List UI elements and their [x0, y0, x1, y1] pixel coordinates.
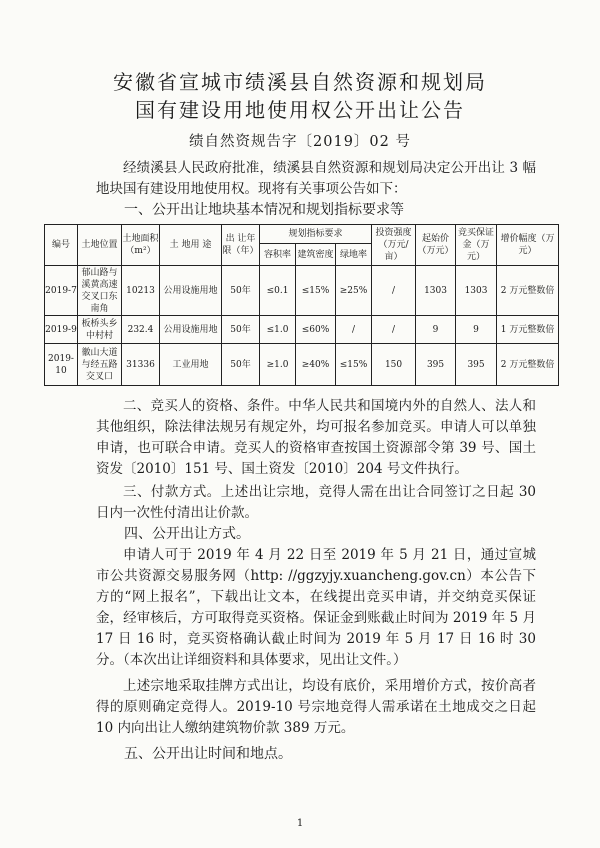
cell-green: ≥25% — [336, 266, 372, 316]
cell-green: / — [336, 316, 372, 344]
cell-start-price: 1303 — [416, 266, 456, 316]
cell-density: ≥40% — [296, 344, 336, 386]
cell-far: ≤1.0 — [260, 316, 296, 344]
table-row — [45, 344, 559, 386]
section-4-paragraph-2: 上述宗地采取挂牌方式出让，均设有底价，采用增价方式，按价高者得的原则确定竞得人。2019-10 号宗地竞得人需承诺在土地成交之日起 10 内向出让人缴纳建筑物价款 389 万元。 — [96, 678, 536, 736]
title-line-1: 安徽省宣城市绩溪县自然资源和规划局 — [113, 70, 487, 94]
header-far: 容积率 — [260, 244, 296, 266]
section-3-paragraph: 三、付款方式。上述出让宗地，竞得人需在出让合同签订之日起 30 日内一次性付清出让价款。 — [96, 484, 536, 521]
section-4-title: 四、公开出让方式。 — [124, 526, 250, 542]
cell-far: ≤0.1 — [260, 266, 296, 316]
cell-increment: 2 万元整数倍 — [497, 344, 559, 386]
cell-green: ≤15% — [336, 344, 372, 386]
cell-code: 2019-10 — [45, 344, 78, 386]
cell-term: 50年 — [222, 344, 260, 386]
cell-density: ≤60% — [296, 316, 336, 344]
title-line-2: 国有建设用地使用权公开出让公告 — [135, 98, 465, 122]
cell-area: 31336 — [122, 344, 160, 386]
cell-term: 50年 — [222, 266, 260, 316]
section-1-title: 一、公开出让地块基本情况和规划指标要求等 — [124, 202, 404, 218]
header-code: 编号 — [45, 225, 78, 266]
cell-deposit: 1303 — [456, 266, 497, 316]
header-start-price: 起始价（万元） — [416, 225, 456, 266]
header-area: 土地面积（m²） — [122, 225, 160, 266]
section-2-paragraph: 二、竞买人的资格、条件。中华人民共和国境内外的自然人、法人和其他组织，除法律法规另有规定外，均可报名参加竞买。申请人可以单独申请，也可联合申请。竞买人的资格审查按国土资源部令第 39 号、国土资发〔2010〕151 号、国土资发〔2010〕204 号文件执行。 — [96, 398, 536, 477]
table-row — [45, 316, 559, 344]
cell-location: 板桥头乡中村村 — [78, 316, 122, 344]
table-row — [45, 266, 559, 316]
cell-location: 徽山大道与经五路交叉口 — [78, 344, 122, 386]
cell-deposit: 9 — [456, 316, 497, 344]
cell-code: 2019-7 — [45, 266, 78, 316]
cell-location: 郁山路与溪黄高速交叉口东南角 — [78, 266, 122, 316]
cell-invest: / — [372, 316, 416, 344]
cell-invest: / — [372, 266, 416, 316]
land-parcel-table — [44, 224, 559, 386]
header-deposit: 竞买保证金（万元） — [456, 225, 497, 266]
section-5-title: 五、公开出让时间和地点。 — [124, 746, 292, 762]
cell-density: ≤15% — [296, 266, 336, 316]
cell-code: 2019-9 — [45, 316, 78, 344]
cell-far: ≥1.0 — [260, 344, 296, 386]
header-invest: 投资强度（万元/亩） — [372, 225, 416, 266]
page-number: 1 — [296, 818, 304, 829]
cell-use: 公用设施用地 — [160, 266, 222, 316]
header-increment: 增价幅度（万元） — [497, 225, 559, 266]
cell-term: 50年 — [222, 316, 260, 344]
cell-increment: 2 万元整数倍 — [497, 266, 559, 316]
header-green: 绿地率 — [336, 244, 372, 266]
header-density: 建筑密度 — [296, 244, 336, 266]
cell-invest: 150 — [372, 344, 416, 386]
header-planning: 规划指标要求 — [260, 225, 372, 244]
cell-use: 工业用地 — [160, 344, 222, 386]
document-number: 绩自然资规告字〔2019〕02 号 — [189, 134, 411, 150]
cell-area: 232.4 — [122, 316, 160, 344]
cell-deposit: 395 — [456, 344, 497, 386]
cell-area: 10213 — [122, 266, 160, 316]
intro-paragraph: 经绩溪县人民政府批准，绩溪县自然资源和规划局决定公开出让 3 幅地块国有建设用地使用权。现将有关事项公告如下： — [96, 160, 536, 197]
cell-start-price: 9 — [416, 316, 456, 344]
header-term: 出 让年 限（年） — [222, 225, 260, 266]
cell-use: 公用设施用地 — [160, 316, 222, 344]
section-4-paragraph-1: 申请人可于 2019 年 4 月 22 日至 2019 年 5 月 21 日，通过宣城市公共资源交易服务网（http: //ggzyjy.xuancheng.gov.cn）本公告下方的“网上报名”，下载出让文本，在线提出竞买申请，并交纳竞买保证金，经审核后，方可取得竞买资格。保证金到账截止时间为 2019 年 5 月 17 日 16 时，竞买资格确认截止时间为 2019 年 5 月 17 日 16 时 30 分。（本次出让详细资料和具体要求，见出让文件。） — [96, 547, 536, 668]
header-location: 土地位置 — [78, 225, 122, 266]
cell-increment: 1 万元整数倍 — [497, 316, 559, 344]
header-use: 土 地用 途 — [160, 225, 222, 266]
cell-start-price: 395 — [416, 344, 456, 386]
